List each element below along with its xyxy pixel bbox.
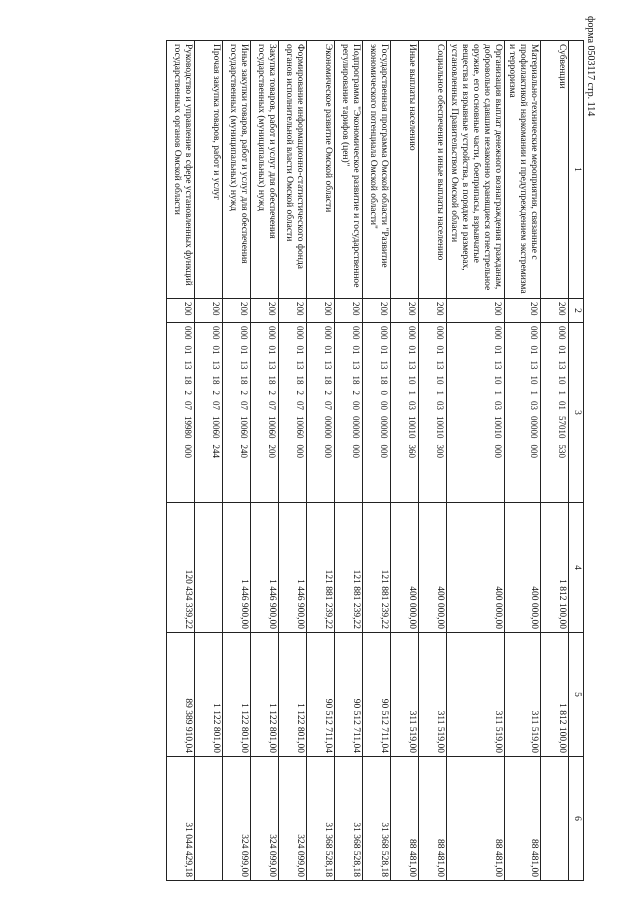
table-row: [419, 41, 447, 881]
unexecuted-amount-cell: 88 481,00: [505, 757, 541, 881]
table-row: [195, 41, 223, 881]
code-segment: 10010: [493, 416, 503, 439]
code-segment: 18: [379, 375, 389, 385]
code-segment: 10: [435, 375, 445, 385]
budget-classification-code-cell: [505, 323, 541, 503]
code-segment: 18: [295, 375, 305, 385]
code-segment: 07: [267, 401, 277, 410]
code-segment: 10010: [407, 416, 417, 439]
table-row: [167, 41, 195, 881]
row-name-cell: Прочая закупка товаров, работ и услуг: [195, 41, 223, 299]
code-segment: 240: [239, 444, 249, 458]
code-segment: 1: [557, 390, 567, 395]
budget-classification-code-cell: [251, 323, 279, 503]
code-segment: 2: [267, 390, 277, 395]
budget-classification-code-cell: [223, 323, 251, 503]
executed-amount-cell: 90 512 711,04: [307, 633, 335, 757]
table-row: [363, 41, 391, 881]
table-row: [541, 41, 569, 881]
code-segment: 18: [239, 375, 249, 385]
approved-amount-cell: 120 434 339,22: [167, 503, 195, 633]
approved-amount-cell: 400 000,00: [419, 503, 447, 633]
code-segment: 2: [295, 390, 305, 395]
code-segment: 03: [493, 401, 503, 410]
unexecuted-amount-cell: 324 099,00: [251, 757, 279, 881]
code-segment: 13: [407, 360, 417, 370]
code-segment: 13: [351, 360, 361, 370]
table-row: [223, 41, 251, 881]
code-segment: 000: [557, 326, 567, 340]
code-segment: 000: [323, 326, 333, 340]
column-number: 4: [569, 503, 584, 633]
executed-amount-cell: 311 519,00: [419, 633, 447, 757]
code-segment: 10060: [295, 416, 305, 439]
executed-amount-cell: 90 512 711,04: [363, 633, 391, 757]
code-segment: 07: [211, 401, 221, 410]
column-number: 1: [569, 41, 584, 299]
code-segment: 03: [407, 401, 417, 410]
approved-amount-cell: 1 446 900,00: [251, 503, 279, 633]
approved-amount-cell: 121 881 239,22: [335, 503, 363, 633]
code-segment: 244: [211, 444, 221, 458]
unexecuted-amount-cell: 88 481,00: [419, 757, 447, 881]
column-numbers-row: [569, 41, 584, 881]
approved-amount-cell: 400 000,00: [391, 503, 419, 633]
executed-amount-cell: 1 812 100,00: [541, 633, 569, 757]
code-segment: 01: [267, 345, 277, 355]
code-segment: 000: [211, 326, 221, 340]
table-row: [279, 41, 307, 881]
table-row: [505, 41, 541, 881]
unexecuted-amount-cell: 324 099,00: [223, 757, 251, 881]
code-segment: 18: [323, 375, 333, 385]
unexecuted-amount-cell: 324 099,00: [279, 757, 307, 881]
code-segment: 01: [379, 345, 389, 355]
table-row: [335, 41, 363, 881]
column-number: 5: [569, 633, 584, 757]
code-segment: 00: [379, 401, 389, 410]
code-segment: 000: [183, 326, 193, 340]
budget-classification-code-cell: [419, 323, 447, 503]
row-name-cell: Иные закупки товаров, работ и услуг для обеспечения государственных (муниципальных) нужд: [223, 41, 251, 299]
code-segment: 1: [493, 390, 503, 395]
code-segment: 57010: [557, 416, 567, 439]
code-segment: 01: [211, 345, 221, 355]
table-row: [251, 41, 279, 881]
code-segment: 01: [529, 345, 539, 355]
code-segment: 000: [239, 326, 249, 340]
code-segment: 13: [183, 360, 193, 370]
code-segment: 000: [295, 326, 305, 340]
row-name-cell: Социальное обеспечение и иные выплаты населению: [419, 41, 447, 299]
row-name-cell: Закупка товаров, работ и услуг для обеспечения государственных (муниципальных) нужд: [251, 41, 279, 299]
budget-classification-code-cell: [447, 323, 505, 503]
line-code-cell: 200: [223, 299, 251, 323]
executed-amount-cell: 1 122 801,00: [251, 633, 279, 757]
budget-classification-code-cell: [363, 323, 391, 503]
code-segment: 000: [379, 326, 389, 340]
budget-classification-code-cell: [391, 323, 419, 503]
code-segment: 530: [557, 444, 567, 458]
row-name-cell: Государственная программа Омской области "Развитие экономического потенциала Омской области": [363, 41, 391, 299]
code-segment: 01: [493, 345, 503, 355]
approved-amount-cell: 400 000,00: [505, 503, 541, 633]
approved-amount-cell: 400 000,00: [447, 503, 505, 633]
line-code-cell: 200: [505, 299, 541, 323]
row-name-cell: Подпрограмма "Экономическое развитие и государственное регулирование тарифов (цен)": [335, 41, 363, 299]
code-segment: 01: [239, 345, 249, 355]
code-segment: 000: [493, 326, 503, 340]
line-code-cell: 200: [391, 299, 419, 323]
line-code-cell: 200: [167, 299, 195, 323]
code-segment: 19980: [183, 416, 193, 439]
unexecuted-amount-cell: 88 481,00: [447, 757, 505, 881]
executed-amount-cell: 1 122 801,00: [223, 633, 251, 757]
code-segment: 01: [557, 401, 567, 410]
executed-amount-cell: 90 512 711,04: [335, 633, 363, 757]
code-segment: 13: [493, 360, 503, 370]
approved-amount-cell: 121 881 239,22: [363, 503, 391, 633]
code-segment: 000: [183, 444, 193, 458]
row-name-cell: Экономическое развитие Омской области: [307, 41, 335, 299]
code-segment: 000: [379, 444, 389, 458]
code-segment: 10: [557, 375, 567, 385]
unexecuted-amount-cell: 31 044 429,18: [167, 757, 195, 881]
code-segment: 13: [529, 360, 539, 370]
executed-amount-cell: 89 389 910,04: [167, 633, 195, 757]
line-code-cell: 200: [541, 299, 569, 323]
code-segment: 13: [239, 360, 249, 370]
code-segment: 2: [351, 390, 361, 395]
code-segment: 000: [295, 444, 305, 458]
table-row: [391, 41, 419, 881]
code-segment: 13: [557, 360, 567, 370]
executed-amount-cell: 311 519,00: [505, 633, 541, 757]
code-segment: 000: [351, 444, 361, 458]
code-segment: 1: [529, 390, 539, 395]
unexecuted-amount-cell: 88 481,00: [391, 757, 419, 881]
code-segment: 01: [557, 345, 567, 355]
report-table: [166, 40, 584, 881]
code-segment: 13: [435, 360, 445, 370]
code-segment: 10060: [211, 416, 221, 439]
line-code-cell: 200: [335, 299, 363, 323]
budget-classification-code-cell: [335, 323, 363, 503]
code-segment: 10: [529, 375, 539, 385]
line-code-cell: 200: [447, 299, 505, 323]
code-segment: 2: [323, 390, 333, 395]
approved-amount-cell: 1 812 100,00: [541, 503, 569, 633]
code-segment: 000: [529, 444, 539, 458]
unexecuted-amount-cell: 31 368 528,18: [307, 757, 335, 881]
row-name-cell: Организация выплат денежного вознаграждения гражданам, добровольно сдавшим незаконно хранящиеся огнестрельное оружие, его основные части, боеприпасы, взрывчатые вещества и взрывные устройства, в порядке и размерах, установленных Правительством Омской области: [447, 41, 505, 299]
row-name-cell: Материально-технические мероприятия, связанные с профилактикой наркомании и предупреждением экстремизма и терроризма: [505, 41, 541, 299]
table-body: [167, 41, 569, 881]
code-segment: 18: [183, 375, 193, 385]
code-segment: 00000: [323, 416, 333, 439]
form-caption: форма 0503117 стр. 114: [585, 16, 596, 117]
code-segment: 10010: [435, 416, 445, 439]
code-segment: 00000: [379, 416, 389, 439]
code-segment: 2: [183, 390, 193, 395]
column-number: 3: [569, 323, 584, 503]
line-code-cell: 200: [251, 299, 279, 323]
budget-classification-code-cell: [279, 323, 307, 503]
table-row: [307, 41, 335, 881]
code-segment: 10060: [267, 416, 277, 439]
code-segment: 360: [407, 444, 417, 458]
code-segment: 00000: [529, 416, 539, 439]
unexecuted-amount-cell: [195, 757, 223, 881]
code-segment: 01: [183, 345, 193, 355]
code-segment: 13: [295, 360, 305, 370]
report-table-container: [64, 40, 584, 880]
executed-amount-cell: 311 519,00: [391, 633, 419, 757]
executed-amount-cell: 1 122 801,00: [195, 633, 223, 757]
unexecuted-amount-cell: [541, 757, 569, 881]
row-name-cell: Формирование информационно-статистического фонда органов исполнительной власти Омской области: [279, 41, 307, 299]
budget-classification-code-cell: [195, 323, 223, 503]
row-name-cell: Иные выплаты населению: [391, 41, 419, 299]
code-segment: 07: [323, 401, 333, 410]
line-code-cell: 200: [307, 299, 335, 323]
code-segment: 01: [435, 345, 445, 355]
code-segment: 07: [239, 401, 249, 410]
code-segment: 13: [379, 360, 389, 370]
budget-classification-code-cell: [307, 323, 335, 503]
code-segment: 10: [493, 375, 503, 385]
budget-classification-code-cell: [541, 323, 569, 503]
code-segment: 13: [211, 360, 221, 370]
line-code-cell: 200: [419, 299, 447, 323]
row-name-cell: Руководство и управление в сфере установленных функций государственных органов Омской области: [167, 41, 195, 299]
code-segment: 13: [267, 360, 277, 370]
code-segment: 000: [407, 326, 417, 340]
line-code-cell: 200: [279, 299, 307, 323]
code-segment: 10: [407, 375, 417, 385]
code-segment: 000: [351, 326, 361, 340]
code-segment: 18: [351, 375, 361, 385]
code-segment: 03: [529, 401, 539, 410]
line-code-cell: 200: [363, 299, 391, 323]
code-segment: 01: [407, 345, 417, 355]
code-segment: 000: [267, 326, 277, 340]
approved-amount-cell: [195, 503, 223, 633]
approved-amount-cell: 121 881 239,22: [307, 503, 335, 633]
column-number: 2: [569, 299, 584, 323]
code-segment: 01: [351, 345, 361, 355]
code-segment: 07: [295, 401, 305, 410]
code-segment: 000: [323, 444, 333, 458]
code-segment: 10060: [239, 416, 249, 439]
code-segment: 07: [183, 401, 193, 410]
code-segment: 01: [323, 345, 333, 355]
code-segment: 13: [323, 360, 333, 370]
code-segment: 03: [435, 401, 445, 410]
code-segment: 1: [435, 390, 445, 395]
code-segment: 1: [407, 390, 417, 395]
code-segment: 300: [435, 444, 445, 458]
code-segment: 00: [351, 401, 361, 410]
executed-amount-cell: 311 519,00: [447, 633, 505, 757]
code-segment: 2: [239, 390, 249, 395]
table-row: [447, 41, 505, 881]
code-segment: 200: [267, 444, 277, 458]
unexecuted-amount-cell: 31 368 528,18: [335, 757, 363, 881]
code-segment: 2: [211, 390, 221, 395]
unexecuted-amount-cell: 31 368 528,18: [363, 757, 391, 881]
code-segment: 000: [529, 326, 539, 340]
code-segment: 000: [493, 444, 503, 458]
row-name-cell: Субвенции: [541, 41, 569, 299]
code-segment: 00000: [351, 416, 361, 439]
code-segment: 01: [295, 345, 305, 355]
executed-amount-cell: 1 122 801,00: [279, 633, 307, 757]
code-segment: 18: [267, 375, 277, 385]
approved-amount-cell: 1 446 900,00: [223, 503, 251, 633]
approved-amount-cell: 1 446 900,00: [279, 503, 307, 633]
column-number: 6: [569, 757, 584, 881]
budget-classification-code-cell: [167, 323, 195, 503]
line-code-cell: 200: [195, 299, 223, 323]
code-segment: 000: [435, 326, 445, 340]
code-segment: 18: [211, 375, 221, 385]
code-segment: 0: [379, 390, 389, 395]
